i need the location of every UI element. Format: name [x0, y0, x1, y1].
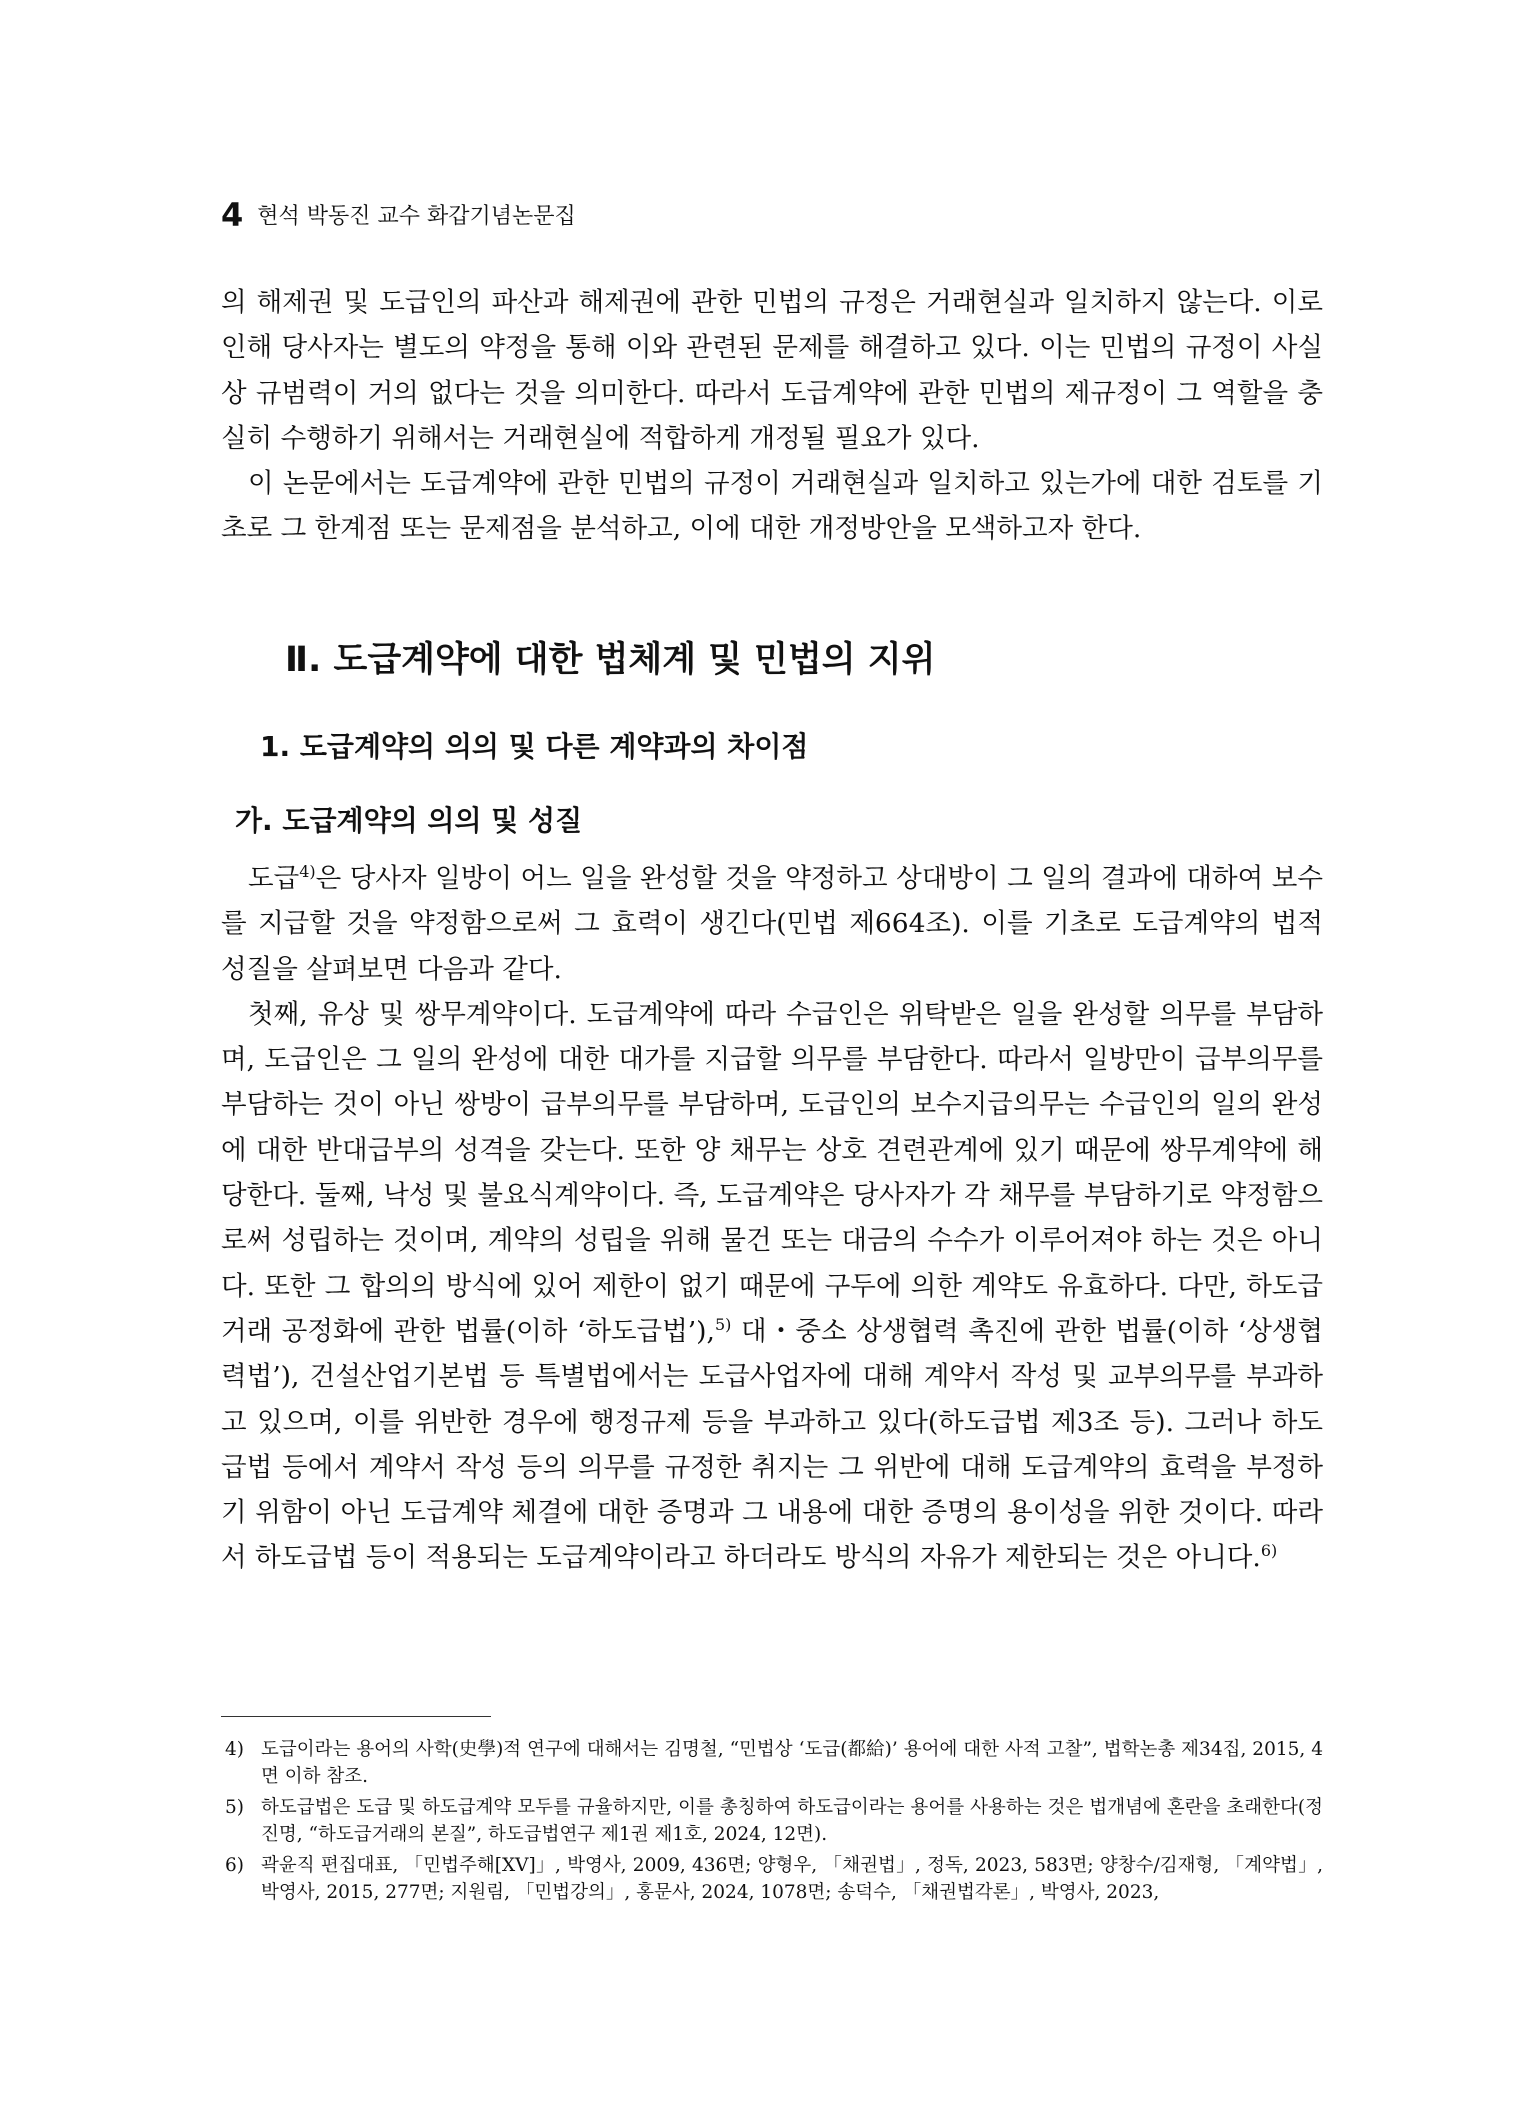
intro-paragraph-1: 의 해제권 및 도급인의 파산과 해제권에 관한 민법의 규정은 거래현실과 일치하지 않는다. 이로 인해 당사자는 별도의 약정을 통해 이와 관련된 문제를 해결하고 있다. 이는 민법의 규정이 사실상 규범력이 거의 없다는 것을 의미한다. 따라서 도급계약에 관한 민법의 제규정이 그 역할을 충실히 수행하기 위해서는 거래현실에 적합하게 개정될 필요가 있다. — [221, 287, 1323, 454]
running-title: 현석 박동진 교수 화갑기념논문집 — [257, 204, 576, 229]
footnote-ref-4[interactable]: 4) — [299, 862, 316, 882]
footnote-ref-6[interactable]: 6) — [1260, 1541, 1278, 1561]
footnote-6: 6) 곽윤직 편집대표, 「민법주해[XV]」, 박영사, 2009, 436면; 양형우, 「채권법」, 정독, 2023, 583면; 양창수/김재형, 「계약법」, 박영사, 2015, 277면; 지원림, 「민법강의」, 홍문사, 2024, 1078면; 송덕수, 「채권법각론」, 박영사, 2023, — [225, 1855, 1323, 1903]
body-paragraph-1: 도급$^{4)}$은 당사자 일방이 어느 일을 완성할 것을 약정하고 상대방이 그 일의 결과에 대하여 보수를 지급할 것을 약정함으로써 그 효력이 생긴다(민법 제664조). 이를 기초로 도급계약의 법적 성질을 살펴보면 다음과 같다. — [221, 862, 1323, 985]
footnote-ref-5[interactable]: 5) — [714, 1315, 732, 1335]
body-paragraph-2: 첫째, 유상 및 쌍무계약이다. 도급계약에 따라 수급인은 위탁받은 일을 완성할 의무를 부담하며, 도급인은 그 일의 완성에 대한 대가를 지급할 의무를 부담한다. 따라서 일방만이 급부의무를 부담하는 것이 아닌 쌍방이 급부의무를 부담하며, 도급인의 보수지급의무는 수급인의 일의 완성에 대한 반대급부의 성격을 갖는다. 또한 양 채무는 상호 견련관계에 있기 때문에 쌍무계약에 해당한다. 둘째, 낙성 및 불요식계약이다. 즉, 도급계약은 당사자가 각 채무를 부담하기로 약정함으로써 성립하는 것이며, 계약의 성립을 위해 물건 또는 대금의 수수가 이루어져야 하는 것은 아니다. 또한 그 합의의 방식에 있어 제한이 없기 때문에 구두에 의한 계약도 유효하다. 다만, 하도급거래 공정화에 관한 법률(이하 ‘하도급법’),$^{5)}$ 대・중소 상생협력 촉진에 관한 법률(이하 ‘상생협력법’), 건설산업기본법 등 특별법에서는 도급사업자에 대해 계약서 작성 및 교부의무를 부과하고 있으며, 이를 위반한 경우에 행정규제 등을 부과하고 있다(하도급법 제3조 등). 그러나 하도급법 등에서 계약서 작성 등의 의무를 규정한 취지는 그 위반에 대해 도급계약의 효력을 부정하기 위함이 아닌 도급계약 체결에 대한 증명과 그 내용에 대한 증명의 용이성을 위한 것이다. 따라서 하도급법 등이 적용되는 도급계약이라고 하더라도 방식의 자유가 제한되는 것은 아니다.$^{6)}$ — [221, 998, 1323, 1574]
footnote-divider — [221, 1716, 491, 1717]
main-body — [221, 856, 1323, 1581]
subsection-heading: 1. 도급계약의 의의 및 다른 계약과의 차이점 — [260, 730, 809, 763]
page-header — [221, 196, 576, 234]
section-heading: Ⅱ. 도급계약에 대한 법체계 및 민법의 지위 — [285, 640, 936, 680]
footnotes — [221, 1736, 1323, 1910]
footnote-5: 5) 하도급법은 도급 및 하도급계약 모두를 규율하지만, 이를 총칭하여 하도급이라는 용어를 사용하는 것은 법개념에 혼란을 초래한다(정진명, “하도급거래의 본질”, 하도급법연구 제1권 제1호, 2024, 12면). — [225, 1797, 1323, 1845]
page-number: 4 — [221, 196, 244, 234]
intro-block — [221, 280, 1323, 552]
intro-paragraph-2: 이 논문에서는 도급계약에 관한 민법의 규정이 거래현실과 일치하고 있는가에 대한 검토를 기초로 그 한계점 또는 문제점을 분석하고, 이에 대한 개정방안을 모색하고자 한다. — [221, 468, 1323, 545]
subsubsection-heading: 가. 도급계약의 의의 및 성질 — [235, 804, 583, 837]
footnote-4: 4) 도급이라는 용어의 사학(史學)적 연구에 대해서는 김명철, “민법상 ‘도급(都給)’ 용어에 대한 사적 고찰”, 법학논총 제34집, 2015, 4면 이하 참조. — [225, 1739, 1323, 1787]
